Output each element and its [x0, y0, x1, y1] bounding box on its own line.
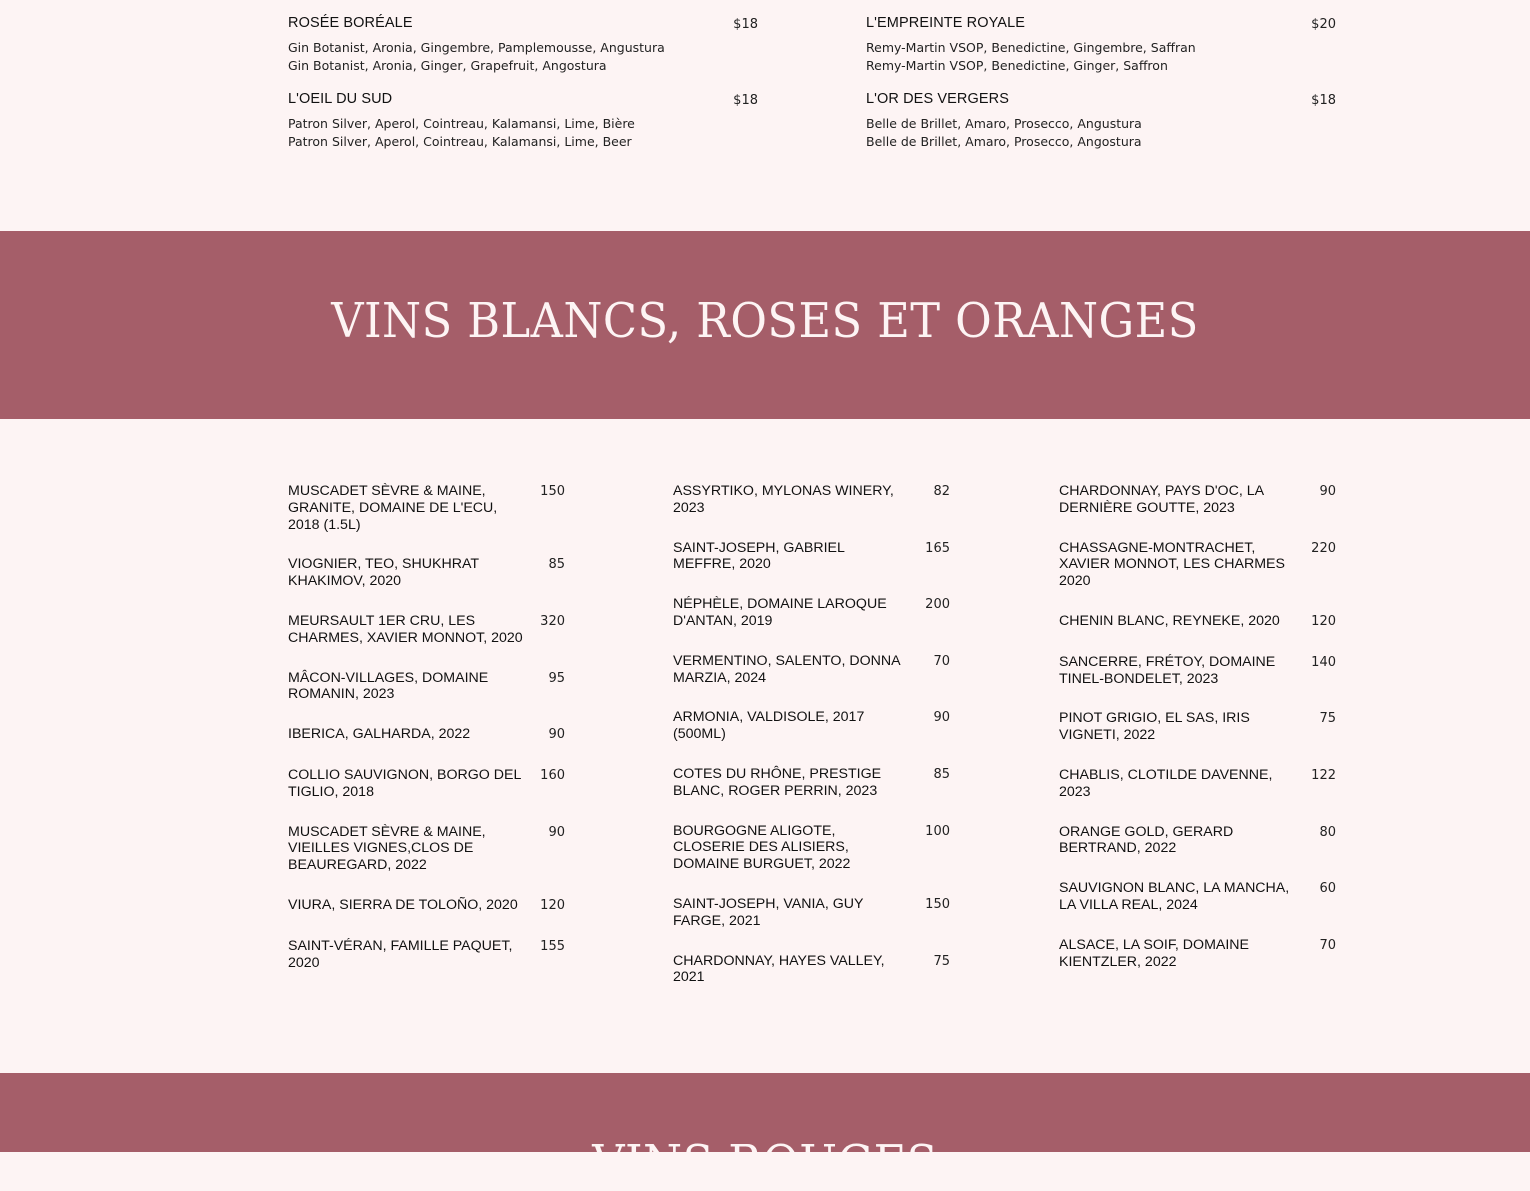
wine-name: VIURA, SIERRA DE TOLOÑO, 2020 [288, 896, 518, 913]
wine-item [288, 767, 565, 801]
cocktail-description-en: Belle de Brillet, Amaro, Prosecco, Angostura [866, 134, 1142, 149]
wine-name: CHARDONNAY, PAYS D'OC, LA DERNIÈRE GOUTTE, 2023 [1059, 483, 1264, 516]
wine-name: SAINT-JOSEPH, VANIA, GUY FARGE, 2021 [673, 895, 864, 929]
wine-price: 85 [548, 557, 565, 573]
wine-name: ASSYRTIKO, MYLONAS WINERY, 2023 [673, 483, 894, 516]
wine-price: 85 [933, 766, 950, 782]
wine-price: 320 [540, 613, 565, 629]
wine-price: 60 [1319, 881, 1336, 897]
wine-name: ORANGE GOLD, GERARD BERTRAND, 2022 [1059, 823, 1234, 857]
wine-name: BOURGOGNE ALIGOTE, CLOSERIE DES ALISIERS, DOMAINE BURGUET, 2022 [673, 822, 851, 873]
wine-item [1059, 710, 1336, 744]
cocktail-description [866, 39, 1196, 75]
wine-price: 100 [925, 823, 950, 839]
wine-price: 90 [548, 824, 565, 840]
cocktail-description-en: Remy-Martin VSOP, Benedictine, Ginger, Saffron [866, 58, 1168, 73]
wine-item [673, 540, 950, 574]
cocktail-name: ROSÉE BORÉALE [288, 15, 413, 31]
wine-price: 120 [1311, 613, 1336, 629]
wine-item [288, 483, 565, 533]
wine-price: 95 [548, 670, 565, 686]
wine-item [288, 824, 565, 874]
cocktail-description [866, 115, 1142, 151]
cocktail-name: L'OR DES VERGERS [866, 91, 1009, 107]
cocktail-item [866, 15, 1336, 91]
wine-name: CHARDONNAY, HAYES VALLEY, 2021 [673, 952, 885, 986]
wine-item [673, 596, 950, 630]
cocktail-section [0, 0, 1530, 231]
wine-price: 82 [933, 484, 950, 499]
wine-price: 90 [548, 727, 565, 743]
cocktail-description-fr: Remy-Martin VSOP, Benedictine, Gingembre, Saffran [866, 40, 1196, 55]
wine-price: 150 [925, 896, 950, 912]
wine-name: VERMENTINO, SALENTO, DONNA MARZIA, 2024 [673, 652, 900, 686]
wine-item [1059, 824, 1336, 858]
wine-name: CHASSAGNE-MONTRACHET, XAVIER MONNOT, LES CHARMES 2020 [1059, 539, 1285, 590]
wine-name: CHABLIS, CLOTILDE DAVENNE, 2023 [1059, 766, 1273, 800]
wine-name: VIOGNIER, TEO, SHUKHRAT KHAKIMOV, 2020 [288, 556, 479, 590]
wine-name: COTES DU RHÔNE, PRESTIGE BLANC, ROGER PERRIN, 2023 [673, 765, 882, 799]
wine-item [288, 938, 565, 972]
wine-item [288, 670, 565, 704]
cocktail-description-fr: Gin Botanist, Aronia, Gingembre, Pamplemousse, Angustura [288, 40, 665, 55]
cocktail-description [288, 115, 635, 151]
wine-item [1059, 937, 1336, 971]
wine-price: 165 [925, 540, 950, 556]
wine-price: 140 [1311, 654, 1336, 670]
wine-price: 75 [1319, 711, 1336, 727]
reds-banner [0, 1073, 1530, 1191]
wine-name: PINOT GRIGIO, EL SAS, IRIS VIGNETI, 2022 [1059, 710, 1250, 744]
wine-price: 160 [540, 767, 565, 783]
wine-list-section [0, 419, 1530, 1073]
cocktail-column-right [866, 15, 1336, 167]
wine-item [673, 953, 950, 987]
wine-price: 90 [933, 710, 950, 726]
wine-item [673, 766, 950, 800]
wine-name: MUSCADET SÈVRE & MAINE, GRANITE, DOMAINE DE L'ECU, 2018 (1.5L) [288, 483, 498, 533]
cocktail-item [866, 91, 1336, 167]
wine-item [1059, 767, 1336, 801]
cocktail-description-en: Gin Botanist, Aronia, Ginger, Grapefruit, Angostura [288, 58, 607, 73]
cocktail-description-en: Patron Silver, Aperol, Cointreau, Kalamansi, Lime, Beer [288, 134, 632, 149]
wine-item [1059, 483, 1336, 517]
wine-name: MUSCADET SÈVRE & MAINE, VIEILLES VIGNES,CLOS DE BEAUREGARD, 2022 [288, 823, 486, 874]
wine-item [673, 653, 950, 687]
wine-item [1059, 654, 1336, 688]
wine-price: 70 [1319, 937, 1336, 953]
cocktail-item [288, 91, 758, 167]
wine-name: SAUVIGNON BLANC, LA MANCHA, LA VILLA REAL, 2024 [1059, 880, 1290, 913]
wine-name: CHENIN BLANC, REYNEKE, 2020 [1059, 612, 1280, 629]
cocktail-column-left [288, 15, 758, 167]
whites-banner [0, 231, 1530, 419]
wine-item [1059, 540, 1336, 590]
wine-price: 75 [933, 953, 950, 969]
cocktail-price: $18 [1311, 93, 1336, 108]
cocktail-item [288, 15, 758, 91]
wine-price: 80 [1319, 824, 1336, 840]
cocktail-description-fr: Belle de Brillet, Amaro, Prosecco, Angustura [866, 116, 1142, 131]
wine-name: ALSACE, LA SOIF, DOMAINE KIENTZLER, 2022 [1059, 936, 1250, 970]
wine-name: SAINT-VÉRAN, FAMILLE PAQUET, 2020 [288, 937, 513, 971]
wine-name: SAINT-JOSEPH, GABRIEL MEFFRE, 2020 [673, 539, 845, 573]
wine-name: ARMONIA, VALDISOLE, 2017 (500ML) [673, 709, 865, 743]
wine-name: MEURSAULT 1ER CRU, LES CHARMES, XAVIER MONNOT, 2020 [288, 612, 523, 646]
wine-price: 70 [933, 653, 950, 669]
wine-price: 220 [1311, 540, 1336, 556]
wine-price: 90 [1319, 484, 1336, 499]
wine-price: 150 [540, 484, 565, 499]
cocktail-name: L'EMPREINTE ROYALE [866, 15, 1026, 31]
wine-item [1059, 880, 1336, 914]
wine-item [673, 483, 950, 517]
wine-price: 122 [1311, 767, 1336, 783]
wine-column-3 [1059, 483, 1336, 993]
wine-column-2 [673, 483, 950, 1009]
wine-item [1059, 613, 1336, 631]
cocktail-name: L'OEIL DU SUD [288, 91, 393, 107]
cocktail-price: $18 [733, 93, 758, 108]
section-title: VINS ROUGES [592, 1135, 938, 1191]
wine-price: 200 [925, 597, 950, 613]
wine-name: COLLIO SAUVIGNON, BORGO DEL TIGLIO, 2018 [288, 766, 521, 800]
wine-column-1 [288, 483, 565, 994]
cocktail-description-fr: Patron Silver, Aperol, Cointreau, Kalamansi, Lime, Bière [288, 116, 635, 131]
wine-item [288, 726, 565, 744]
wine-name: IBERICA, GALHARDA, 2022 [288, 726, 471, 743]
wine-price: 155 [540, 938, 565, 954]
wine-item [673, 823, 950, 873]
wine-name: MÂCON-VILLAGES, DOMAINE ROMANIN, 2023 [288, 669, 489, 703]
wine-name: SANCERRE, FRÉTOY, DOMAINE TINEL-BONDELET, 2023 [1059, 653, 1276, 687]
wine-item [673, 896, 950, 930]
cocktail-price: $18 [733, 17, 758, 32]
wine-item [288, 613, 565, 647]
wine-price: 120 [540, 897, 565, 913]
wine-item [288, 897, 565, 915]
cocktail-price: $20 [1311, 17, 1336, 32]
wine-name: NÉPHÈLE, DOMAINE LAROQUE D'ANTAN, 2019 [673, 596, 887, 629]
wine-item [673, 709, 950, 743]
section-title: VINS BLANCS, ROSES ET ORANGES [331, 293, 1199, 349]
cocktail-description [288, 39, 665, 75]
wine-item [288, 556, 565, 590]
